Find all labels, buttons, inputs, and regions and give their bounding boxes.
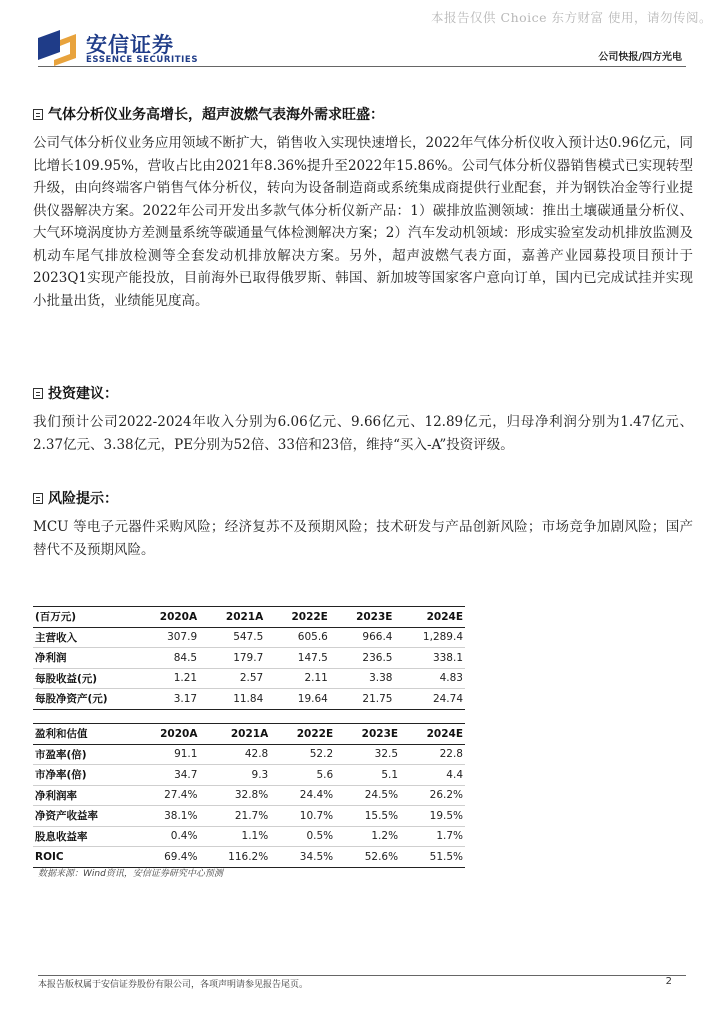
document-icon [33, 493, 43, 504]
section-business [33, 104, 693, 312]
table-cell: 147.5 [297, 651, 328, 664]
table-cell: 9.3 [251, 768, 269, 781]
table-cell: 91.1 [174, 748, 198, 761]
page-number: 2 [665, 976, 672, 987]
table-cell: 24.74 [432, 692, 463, 705]
table-cell: 1.2% [371, 830, 399, 843]
table-cell: 21.7% [234, 809, 269, 822]
section-title-text: 风险提示： [48, 491, 118, 507]
table-cell: 307.9 [167, 631, 198, 644]
document-icon [33, 388, 43, 399]
table-cell: 5.1 [381, 768, 399, 781]
table-cell: 5.6 [316, 768, 334, 781]
brand-name: 安信证券 [86, 33, 174, 57]
watermark: 本报告仅供 Choice 东方财富 使用，请勿传阅。 [431, 10, 712, 25]
section-title-text: 气体分析仪业务高增长，超声波燃气表海外需求旺盛： [48, 107, 384, 123]
table-cell: 3.38 [369, 672, 393, 685]
row-label: 主营收入 [35, 631, 77, 644]
table-cell: 24.4% [299, 789, 334, 802]
table-cell: 52.2 [309, 748, 334, 761]
table-header-cell: 2021A [230, 727, 269, 740]
brand-name-en: ESSENCE SECURITIES [86, 55, 199, 65]
table-header-cell: 2024E [426, 727, 463, 740]
table-cell: 84.5 [173, 651, 198, 664]
row-label: 股息收益率 [35, 830, 88, 843]
table-cell: 38.1% [164, 809, 198, 822]
table-header-cell: 2020A [159, 610, 198, 623]
table-cell: 0.5% [306, 830, 334, 843]
table-cell: 34.7 [174, 768, 198, 781]
table-cell: 1.1% [241, 830, 269, 843]
section-body: 我们预计公司2022-2024年收入分别为6.06亿元、9.66亿元、12.89亿元，归母净利润分别为1.47亿元、2.37亿元、3.38亿元，PE分别为52倍、33倍和23倍，维持“买入-A”投资评级。 [33, 414, 693, 453]
row-label: 市盈率(倍) [35, 748, 87, 761]
table-cell: 3.17 [173, 692, 198, 705]
table-cell: 4.4 [446, 768, 463, 781]
logo-icon [38, 30, 76, 68]
table-row [33, 765, 465, 786]
table-cell: 15.5% [364, 809, 399, 822]
table-cell: 51.5% [429, 850, 463, 863]
data-source-note: 数据来源：Wind资讯，安信证券研究中心预测 [38, 869, 223, 879]
table-cell: 42.8 [244, 748, 269, 761]
row-label: 每股净资产(元) [35, 693, 108, 706]
table-cell: 52.6% [364, 850, 399, 863]
financial-summary-table [33, 606, 465, 710]
table-row [33, 648, 465, 669]
table-cell: 179.7 [233, 651, 264, 664]
valuation-table [33, 723, 465, 868]
table-header-cell: 2023E [361, 727, 399, 740]
table-header-cell: 盈利和估值 [35, 728, 88, 741]
table-header-cell: 2022E [291, 610, 328, 623]
document-icon [33, 109, 43, 120]
row-label: 净利润 [35, 652, 67, 665]
row-label: ROIC [35, 850, 64, 863]
table-row [33, 689, 465, 710]
table-cell: 24.5% [364, 789, 399, 802]
section-title-text: 投资建议： [48, 386, 118, 402]
section-investment [33, 383, 693, 456]
table-row [33, 668, 465, 689]
table-cell: 11.84 [233, 692, 264, 705]
section-risk [33, 488, 693, 561]
table-header-cell: 2022E [296, 727, 334, 740]
table-cell: 1.7% [436, 830, 463, 843]
table-header-cell: 2021A [225, 610, 264, 623]
table-cell: 32.8% [234, 789, 269, 802]
table-cell: 69.4% [164, 850, 198, 863]
row-label: 净利润率 [35, 789, 77, 802]
table-cell: 19.5% [429, 809, 463, 822]
table-row [33, 847, 465, 868]
table-header-cell: 2024E [426, 610, 463, 623]
table-cell: 116.2% [228, 850, 269, 863]
table-cell: 966.4 [362, 631, 393, 644]
table-row [33, 806, 465, 827]
table-row [33, 744, 465, 765]
table-cell: 2.57 [239, 672, 264, 685]
table-row [33, 627, 465, 648]
table-cell: 19.64 [297, 692, 328, 705]
row-label: 净资产收益率 [35, 810, 98, 823]
table-cell: 1.21 [173, 672, 198, 685]
footer-disclaimer: 本报告版权属于安信证券股份有限公司，各项声明请参见报告尾页。 [38, 980, 309, 990]
row-label: 市净率(倍) [35, 769, 87, 782]
section-body: 公司气体分析仪业务应用领域不断扩大，销售收入实现快速增长，2022年气体分析仪收入预计达0.96亿元，同比增长109.95%，营收占比由2021年8.36%提升至2022年15.86%。公司气体分析仪器销售模式已实现转型升级，由向终端客户销售气体分析仪，转向为设备制造商或系统集成商提供行业配套，并为钢铁冶金等行业提供仪器解决方案。2022年公司开发出多款气体分析仪新产品：1）碳排放监测领域：推出土壤碳通量分析仪、大气环境涡度协方差测量系统等碳通量气体检测解决方案；2）汽车发动机领域：形成实验室发动机排放监测及机动车尾气排放检测等全套发动机排放解决方案。另外，超声波燃气表方面，嘉善产业园募投项目预计于2023Q1实现产能投放，目前海外已取得俄罗斯、韩国、新加坡等国家客户意向订单，国内已完成试挂并实现小批量出货，业绩能见度高。 [33, 135, 693, 309]
table-row [33, 826, 465, 847]
table-header-row [33, 607, 465, 628]
table-cell: 0.4% [170, 830, 198, 843]
table-cell: 27.4% [164, 789, 198, 802]
row-label: 每股收益(元) [35, 672, 98, 685]
table-cell: 32.5 [374, 748, 399, 761]
report-type: 公司快报/四方光电 [598, 52, 682, 63]
table-cell: 10.7% [299, 809, 334, 822]
table-cell: 21.75 [362, 692, 393, 705]
section-body: MCU 等电子元器件采购风险；经济复苏不及预期风险；技术研发与产品创新风险；市场竞争加剧风险；国产替代不及预期风险。 [33, 519, 693, 558]
table-cell: 4.83 [439, 672, 463, 685]
table-header-cell: (百万元) [35, 611, 77, 624]
table-cell: 338.1 [432, 651, 463, 664]
table-cell: 605.6 [297, 631, 328, 644]
table-cell: 34.5% [299, 850, 334, 863]
section-title [33, 383, 693, 403]
brand-logo [38, 28, 199, 68]
section-title [33, 104, 693, 124]
header-divider [38, 66, 686, 67]
table-row [33, 785, 465, 806]
section-title [33, 488, 693, 508]
table-cell: 1,289.4 [422, 631, 463, 644]
footer-divider [38, 975, 686, 976]
table-header-row [33, 724, 465, 745]
table-cell: 22.8 [439, 748, 463, 761]
table-cell: 236.5 [362, 651, 393, 664]
table-cell: 26.2% [429, 789, 463, 802]
table-header-cell: 2023E [356, 610, 393, 623]
table-cell: 547.5 [233, 631, 264, 644]
table-cell: 2.11 [304, 672, 328, 685]
table-header-cell: 2020A [160, 727, 198, 740]
